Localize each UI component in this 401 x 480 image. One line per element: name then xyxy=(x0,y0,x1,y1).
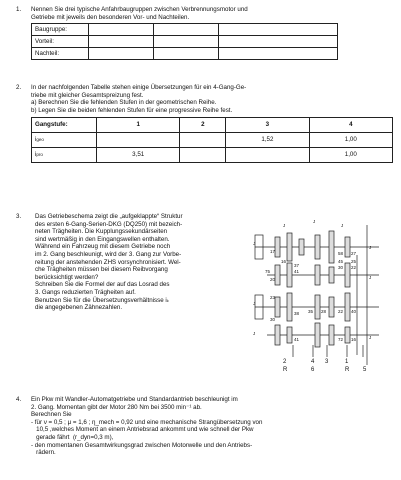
row-label: ipro xyxy=(32,148,97,163)
tooth-number: 17 xyxy=(270,249,276,254)
table-header-row xyxy=(32,118,393,133)
question-3-line-10: Schreiben Sie die Formel der auf das Losrad des xyxy=(35,281,170,289)
gear-label: 5 xyxy=(363,367,367,373)
gear-label: 3 xyxy=(325,359,329,365)
header-cell: Gangstufe: xyxy=(32,118,97,133)
question-3-line-4: sind wertmäßig in den Eingangswellen enthalten. xyxy=(35,235,170,243)
inertia-label: J xyxy=(253,241,256,246)
table-row xyxy=(32,36,338,48)
question-4-line-1: Ein Pkw mit Wandler-Automatgetriebe und Standardantrieb beschleunigt im xyxy=(31,396,238,403)
question-1-number: 1. xyxy=(16,6,22,13)
question-4-line-3: Berechnen Sie xyxy=(31,411,72,419)
table-row xyxy=(32,133,393,148)
question-4-line-5: 10,5 ,welches Moment an einem Antriebsrad ankommt und wie schnell der Pkw xyxy=(31,426,254,434)
inertia-label: J xyxy=(253,331,256,336)
header-cell: 4 xyxy=(309,118,392,133)
tooth-number: 75 xyxy=(265,269,271,274)
question-3-line-8: che Trägheiten müssen bei diesem Reibvorgang xyxy=(35,266,168,274)
tooth-number: 40 xyxy=(351,309,357,314)
tooth-number: 20 xyxy=(270,277,276,282)
question-3-line-3: neten Trägheiten. Die Kupplungssekundärseiten xyxy=(35,228,168,236)
tooth-number: 25 xyxy=(351,259,357,264)
inertia-label: J xyxy=(341,223,344,228)
gear-label: 2 xyxy=(283,359,287,365)
tooth-number: 41 xyxy=(294,337,300,342)
row-label: igeo xyxy=(32,133,97,148)
tooth-number: 22 xyxy=(351,265,357,270)
answer-cell[interactable] xyxy=(154,24,219,36)
tooth-number: 27 xyxy=(351,251,357,256)
table-cell[interactable] xyxy=(180,148,226,163)
answer-cell[interactable] xyxy=(89,48,154,60)
gear-label: 1 xyxy=(345,359,349,365)
answer-cell[interactable] xyxy=(154,48,219,60)
header-cell: 3 xyxy=(226,118,309,133)
tooth-number: 45 xyxy=(338,259,344,264)
question-2-number: 2. xyxy=(16,84,22,91)
table-cell: Nachteil: xyxy=(32,48,89,60)
question-3-line-11: 3. Gangs reduzierten Trägheiten auf. xyxy=(35,288,136,296)
table-cell: 1,00 xyxy=(309,148,392,163)
question-4-line-7: - den momentanen Gesamtwirkungsgrad zwischen Motorwelle und den Antriebs- xyxy=(31,441,253,449)
question-4-line-2: 2. Gang. Momentan gibt der Motor 280 Nm bei 3500 min⁻¹ ab. xyxy=(31,403,202,411)
gear-label: R xyxy=(283,367,288,373)
tooth-number: 28 xyxy=(321,309,327,314)
question-2-line-3: a) Berechnen Sie die fehlenden Stufen in der geometrischen Reihe. xyxy=(31,99,217,107)
question-2-line-2: triebe mit gleicher Gesamtspreizung fest. xyxy=(31,91,144,99)
answer-table-1 xyxy=(31,23,338,60)
tooth-number: 23 xyxy=(270,295,276,300)
answer-cell[interactable] xyxy=(154,36,219,48)
tooth-number: 30 xyxy=(338,265,344,270)
inertia-label: J xyxy=(369,245,372,250)
question-4-line-4: - für ν = 0,5 ; μ = 1,6 ; η_mech = 0,92 und eine mechanische Strangübersetzung von xyxy=(31,418,263,426)
header-cell: 1 xyxy=(97,118,180,133)
tooth-number: 38 xyxy=(294,311,300,316)
table-cell[interactable] xyxy=(180,133,226,148)
gear-ratio-table xyxy=(31,117,393,163)
tooth-number: 41 xyxy=(294,269,300,274)
tooth-number: 16 xyxy=(281,259,287,264)
table-row xyxy=(32,48,338,60)
answer-cell[interactable] xyxy=(219,36,338,48)
answer-cell[interactable] xyxy=(219,48,338,60)
table-cell: 3,51 xyxy=(97,148,180,163)
question-3-line-2: des ersten 6-Gang-Serien-DKG (DQ250) mit bezeich- xyxy=(35,220,183,228)
table-cell: 1,00 xyxy=(309,133,392,148)
question-3-line-13: die angegebenen Zähnezahlen. xyxy=(35,304,123,312)
question-1-line-1: Nennen Sie drei typische Anfahrbaugruppen zwischen Verbrennungsmotor und xyxy=(31,6,248,13)
tooth-number: 37 xyxy=(294,263,300,268)
question-3-line-6: im 2. Gang beschleunigt, wird der 3. Gang zur Vorbe- xyxy=(35,250,182,258)
table-cell: Vorteil: xyxy=(32,36,89,48)
question-4-number: 4. xyxy=(16,396,22,403)
table-row xyxy=(32,148,393,163)
question-3-line-9: berücksichtigt werden? xyxy=(35,273,99,281)
answer-cell[interactable] xyxy=(219,24,338,36)
answer-cell[interactable] xyxy=(89,24,154,36)
gear-label: 6 xyxy=(311,367,315,373)
tooth-number: 16 xyxy=(351,337,357,342)
table-cell: 1,52 xyxy=(226,133,309,148)
header-cell: 2 xyxy=(180,118,226,133)
question-4-line-6: gerade fährt (r_dyn=0,3 m), xyxy=(31,433,114,441)
answer-cell[interactable] xyxy=(89,36,154,48)
question-3-number: 3. xyxy=(16,213,22,220)
question-3-line-5: Während ein Fahrzeug mit diesem Getriebe noch xyxy=(35,243,171,251)
tooth-number: 22 xyxy=(338,309,344,314)
inertia-label: J xyxy=(313,219,316,224)
question-2-line-4: b) Legen Sie die beiden fehlenden Stufen für eine progressive Reihe fest. xyxy=(31,106,233,114)
gear-label: 4 xyxy=(311,359,315,365)
question-4-line-8: rädern. xyxy=(31,449,56,457)
question-3-line-12: Benutzen Sie für die Übersetzungsverhältnisse iₖ xyxy=(35,296,170,304)
inertia-label: J xyxy=(369,275,372,280)
question-3-line-1: Das Getriebeschema zeigt die „aufgeklappte“ Struktur xyxy=(35,213,183,220)
inertia-label: J xyxy=(253,301,256,306)
table-cell[interactable] xyxy=(97,133,180,148)
tooth-number: 35 xyxy=(308,309,314,314)
transmission-schematic xyxy=(253,215,381,375)
tooth-number: 30 xyxy=(270,317,276,322)
table-row xyxy=(32,24,338,36)
inertia-label: J xyxy=(369,335,372,340)
gear-label: R xyxy=(345,367,350,373)
tooth-number: 72 xyxy=(338,337,344,342)
question-1-line-2: Getriebe mit jeweils den besonderen Vor- und Nachteilen. xyxy=(31,13,190,21)
tooth-number: 58 xyxy=(338,251,344,256)
inertia-label: J xyxy=(283,223,286,228)
table-cell[interactable] xyxy=(226,148,309,163)
table-cell: Baugruppe: xyxy=(32,24,89,36)
question-2-line-1: In der nachfolgenden Tabelle stehen einige Übersetzungen für ein 4-Gang-Ge- xyxy=(31,84,247,91)
question-3-line-7: reitung der anstehenden ZHS vorsynchronisiert. Wel- xyxy=(35,258,181,266)
